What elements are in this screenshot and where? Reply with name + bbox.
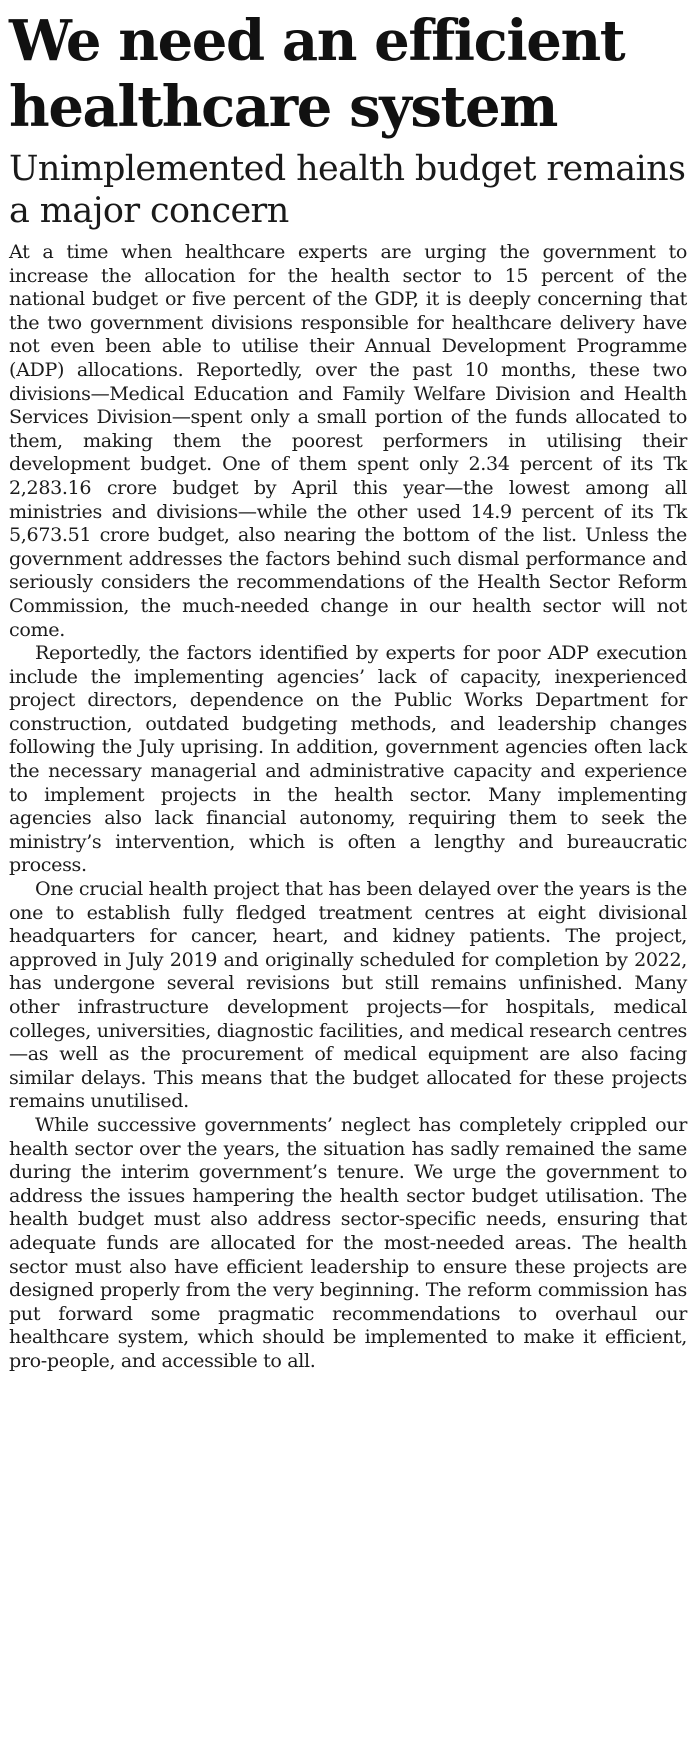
editorial-article [9,8,687,1373]
subheadline: Unimplemented health budget remains a major concern [9,149,686,231]
paragraph: One crucial health project that has been delayed over the years is the one to establish fully fledged treatment centres at eight divisional headquarters for cancer, heart, and kidney patients. The project, approved in July 2019 and originally scheduled for completion by 2022, has undergone several revisions but still remains unfinished. Many other infrastructure development projects—for hospitals, medical colleges, universities, diagnostic facilities, and medical research centres—as well as the procurement of medical equipment are also facing similar delays. This means that the budget allocated for these projects remains unutilised. [9,877,687,1113]
article-body [9,240,687,1373]
paragraph: While successive governments’ neglect has completely crippled our health sector over the years, the situation has sadly remained the same during the interim government’s tenure. We urge the government to address the issues hampering the health sector budget utilisation. The health budget must also address sector-specific needs, ensuring that adequate funds are allocated for the most-needed areas. The health sector must also have efficient leadership to ensure these projects are designed properly from the very beginning. The reform commission has put forward some pragmatic recommendations to overhaul our healthcare system, which should be implemented to make it efficient, pro-people, and accessible to all. [9,1112,687,1372]
paragraph: At a time when healthcare experts are urging the government to increase the allocation for the health sector to 15 percent of the national budget or five percent of the GDP, it is deeply concerning that the two government divisions responsible for healthcare delivery have not even been able to utilise their Annual Development Programme (ADP) allocations. Reportedly, over the past 10 months, these two divisions—Medical Education and Family Welfare Division and Health Services Division—spent only a small portion of the funds allocated to them, making them the poorest performers in utilising their development budget. One of them spent only 2.34 percent of its Tk 2,283.16 crore budget by April this year—the lowest among all ministries and divisions—while the other used 14.9 percent of its Tk 5,673.51 crore budget, also nearing the bottom of the list. Unless the government addresses the factors behind such dismal performance and seriously considers the recommendations of the Health Sector Reform Commission, the much-needed change in our health sector will not come. [9,240,687,641]
paragraph: Reportedly, the factors identified by experts for poor ADP execution include the implementing agencies’ lack of capacity, inexperienced project directors, dependence on the Public Works Department for construction, outdated budgeting methods, and leadership changes following the July uprising. In addition, government agencies often lack the necessary managerial and administrative capacity and experience to implement projects in the health sector. Many implementing agencies also lack financial autonomy, requiring them to seek the ministry’s intervention, which is often a lengthy and bureaucratic process. [9,641,687,877]
headline: We need an efficient healthcare system [9,8,625,140]
